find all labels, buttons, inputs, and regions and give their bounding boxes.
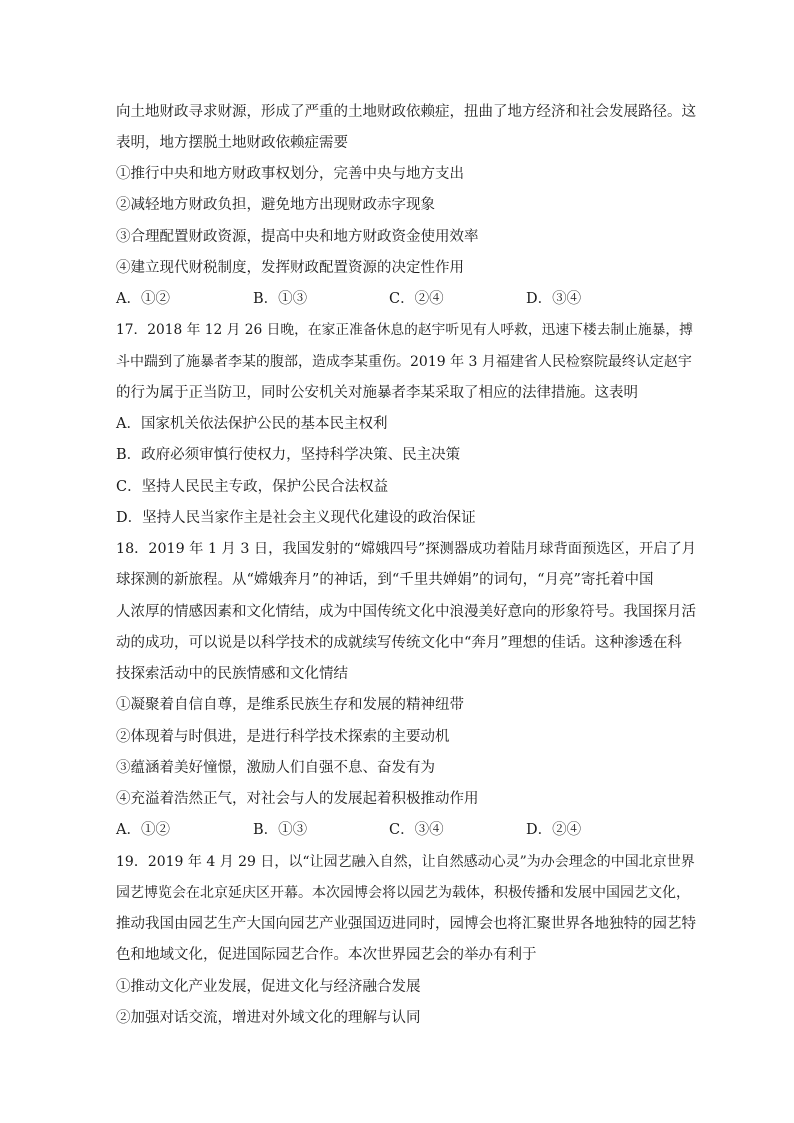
q18-stem-line-1: 18．2019 年 1 月 3 日，我国发射的“嫦娥四号”探测器成功着陆月球背面预选区，开启了月	[116, 541, 697, 557]
q17-stem-line-2: 斗中踹到了施暴者李某的腹部，造成李某重伤。2019 年 3 月福建省人民检察院最终认定赵宇	[116, 354, 692, 370]
q16-option-b: B．①③	[253, 291, 308, 307]
q18-stem-line-4: 动的成功，可以说是以科学技术的成就续写传统文化中“奔月”理想的佳话。这种渗透在科	[116, 635, 682, 651]
q18-statement-2: ②体现着与时俱进，是进行科学技术探索的主要动机	[116, 729, 450, 745]
q16-options	[116, 289, 696, 309]
q18-option-a: A．①②	[116, 822, 170, 838]
q16-option-c: C．②④	[389, 291, 444, 307]
q18-statement-3: ③蕴涵着美好憧憬，激励人们自强不息、奋发有为	[116, 760, 435, 776]
q16-option-a: A．①②	[116, 291, 170, 307]
q18-option-c: C．③④	[389, 822, 444, 838]
q16-stem-line-1: 向土地财政寻求财源，形成了严重的土地财政依赖症，扭曲了地方经济和社会发展路径。这	[116, 104, 696, 120]
q19-statement-1: ①推动文化产业发展，促进文化与经济融合发展	[116, 979, 421, 995]
q18-stem-line-5: 技探索活动中的民族情感和文化情结	[116, 666, 348, 682]
q17-option-a: A．国家机关依法保护公民的基本民主权利	[116, 416, 388, 432]
q16-statement-1: ①推行中央和地方财政事权划分，完善中央与地方支出	[116, 166, 464, 182]
q19-stem-line-4: 色和地域文化，促进国际园艺合作。本次世界园艺会的举办有利于	[116, 947, 537, 963]
q16-option-d: D．③④	[526, 291, 582, 307]
q18-option-d: D．②④	[526, 822, 582, 838]
q16-statement-2: ②减轻地方财政负担，避免地方出现财政赤字现象	[116, 197, 435, 213]
q17-option-b: B．政府必须审慎行使权力，坚持科学决策、民主决策	[116, 447, 461, 463]
q19-stem-line-3: 推动我国由园艺生产大国向园艺产业强国迈进同时，园博会也将汇聚世界各地独特的园艺特	[116, 916, 696, 932]
q16-statement-3: ③合理配置财政资源，提高中央和地方财政资金使用效率	[116, 229, 479, 245]
q19-stem-line-1: 19．2019 年 4 月 29 日，以“让园艺融入自然，让自然感动心灵”为办会理念的中国北京世界	[116, 854, 695, 870]
q16-statement-4: ④建立现代财税制度，发挥财政配置资源的决定性作用	[116, 260, 464, 276]
q18-options	[116, 820, 696, 840]
q16-stem-line-2: 表明，地方摆脱土地财政依赖症需要	[116, 135, 348, 151]
q18-stem-line-2: 球探测的新旅程。从“嫦娥奔月”的神话，到“千里共婵娟”的词句，“月亮”寄托着中国	[116, 572, 654, 588]
q17-option-c: C．坚持人民民主专政，保护公民合法权益	[116, 479, 389, 495]
q18-statement-1: ①凝聚着自信自尊，是维系民族生存和发展的精神纽带	[116, 697, 464, 713]
q19-stem-line-2: 园艺博览会在北京延庆区开幕。本次园博会将以园艺为载体，积极传播和发展中国园艺文化，	[116, 885, 690, 901]
q17-stem-line-3: 的行为属于正当防卫，同时公安机关对施暴者李某采取了相应的法律措施。这表明	[116, 385, 638, 401]
q18-stem-line-3: 人浓厚的情感因素和文化情结，成为中国传统文化中浪漫美好意向的形象符号。我国探月活	[116, 604, 696, 620]
q19-statement-2: ②加强对话交流，增进对外域文化的理解与认同	[116, 1010, 421, 1026]
q18-statement-4: ④充溢着浩然正气，对社会与人的发展起着积极推动作用	[116, 791, 479, 807]
q17-option-d: D．坚持人民当家作主是社会主义现代化建设的政治保证	[116, 510, 476, 526]
q17-stem-line-1: 17．2018 年 12 月 26 日晚，在家正准备休息的赵宇听见有人呼救，迅速下楼去制止施暴，搏	[116, 322, 693, 338]
q18-option-b: B．①③	[253, 822, 308, 838]
